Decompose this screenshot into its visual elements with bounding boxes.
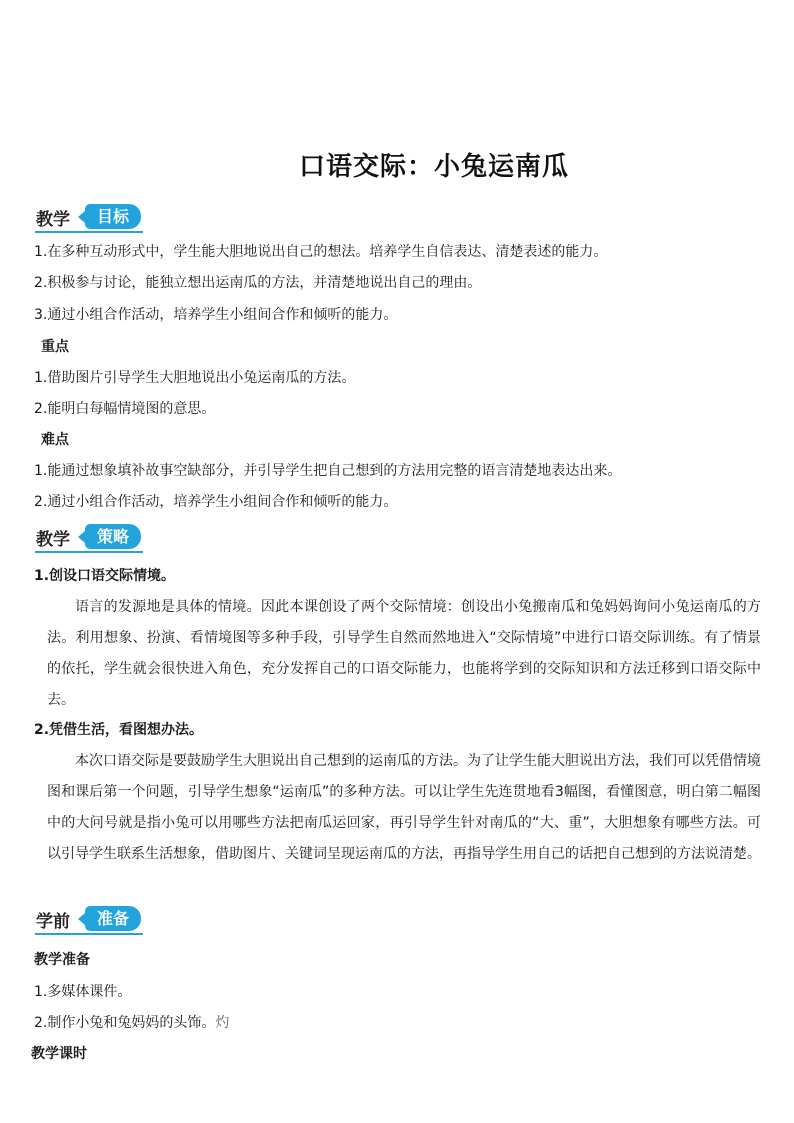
teaching-hours-label: 教学课时 xyxy=(31,1046,87,1062)
goal-item-1: 1.在多种互动形式中，学生能大胆地说出自己的想法。培养学生自信表达、清楚表述的能力。 xyxy=(34,244,608,260)
difficulty-item-2: 2.通过小组合作活动，培养学生小组间合作和倾听的能力。 xyxy=(34,494,398,510)
strategy-point-2-text: 本次口语交际是要鼓励学生大胆说出自己想到的运南瓜的方法。为了让学生能大胆说出方法，我们可以凭借情境图和课后第一个问题，引导学生想象“运南瓜”的多种方法。可以让学生先连贯地看3幅图，看懂图意，明白第二幅图中的大问号就是指小兔可以用哪些方法把南瓜运回家，再引导学生针对南瓜的“大、重”，大胆想象有哪些方法。可以引导学生联系生活想象，借助图片、关键词呈现运南瓜的方法，再指导学生用自己的话把自己想到的方法说清楚。 xyxy=(47,753,761,862)
goal-item-3: 3.通过小组合作活动，培养学生小组间合作和倾听的能力。 xyxy=(34,307,398,323)
section-header-strategy xyxy=(35,523,145,557)
section-header-goals xyxy=(35,203,145,237)
prep-item-1: 1.多媒体课件。 xyxy=(34,984,132,1000)
difficulty-item-1: 1.能通过想象填补故事空缺部分，并引导学生把自己想到的方法用完整的语言清楚地表达出来。 xyxy=(34,463,622,479)
section-header-left: 学前 xyxy=(36,912,70,932)
prep-item-2-text: 2.制作小兔和兔妈妈的头饰。 xyxy=(34,1015,216,1031)
trailing-mark: 灼 xyxy=(215,1015,230,1031)
goal-item-2: 2.积极参与讨论，能独立想出运南瓜的方法，并清楚地说出自己的理由。 xyxy=(34,275,482,291)
header-underline xyxy=(35,231,143,233)
strategy-point-1-text: 语言的发源地是具体的情境。因此本课创设了两个交际情境：创设出小兔搬南瓜和兔妈妈询问小兔运南瓜的方法。利用想象、扮演、看情境图等多种手段，引导学生自然而然地进入“交际情境”中进行口语交际训练。有了情景的依托，学生就会很快进入角色，充分发挥自己的口语交际能力，也能将学到的交际知识和方法迁移到口语交际中去。 xyxy=(47,599,761,708)
key-item-1: 1.借助图片引导学生大胆地说出小兔运南瓜的方法。 xyxy=(34,370,356,386)
strategy-point-2-title: 2.凭借生活，看图想办法。 xyxy=(34,722,204,738)
header-underline xyxy=(35,933,143,935)
header-underline xyxy=(35,551,143,553)
key-points-label: 重点 xyxy=(41,339,69,355)
page-title: 口语交际：小兔运南瓜 xyxy=(298,152,569,182)
prep-label: 教学准备 xyxy=(34,952,90,968)
key-item-2: 2.能明白每幅情境图的意思。 xyxy=(34,401,216,417)
prep-item-2 xyxy=(34,1014,764,1032)
difficulty-label: 难点 xyxy=(41,432,69,448)
section-header-left: 教学 xyxy=(36,530,70,550)
section-header-prep xyxy=(35,905,145,939)
section-header-left: 教学 xyxy=(36,210,70,230)
strategy-point-1-title: 1.创设口语交际情境。 xyxy=(34,568,176,584)
section-header-badge: 目标 xyxy=(85,204,141,229)
section-header-badge: 策略 xyxy=(85,524,141,549)
section-header-badge: 准备 xyxy=(85,906,141,931)
